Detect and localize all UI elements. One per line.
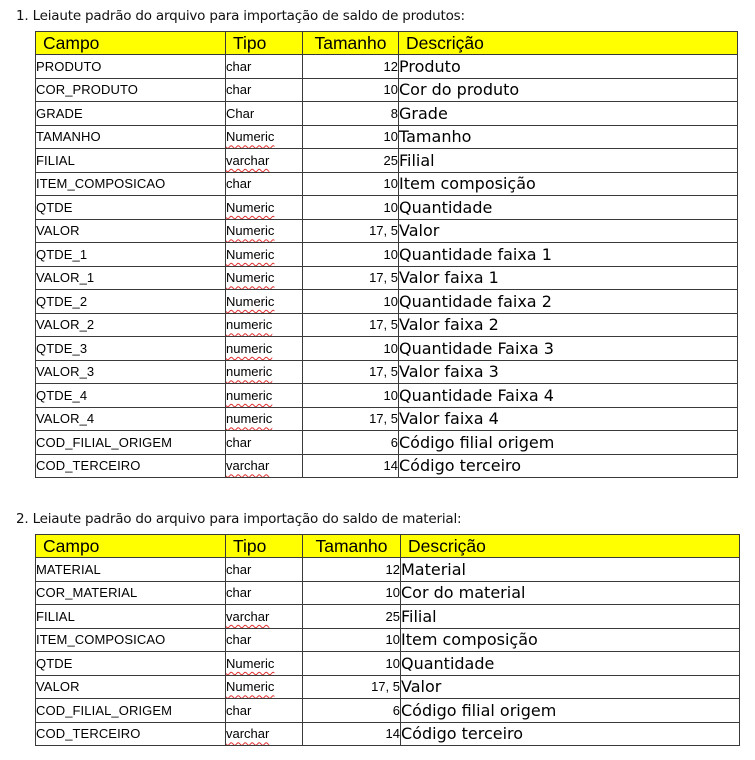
cell-campo: QTDE_4 <box>36 384 226 408</box>
tipo-value: char <box>226 561 252 577</box>
cell-descricao: Item composição <box>401 628 740 652</box>
header-tipo: Tipo <box>226 535 303 558</box>
cell-campo: VALOR_4 <box>36 407 226 431</box>
cell-descricao: Quantidade faixa 2 <box>399 290 738 314</box>
cell-campo: COR_PRODUTO <box>36 78 226 102</box>
cell-campo: COD_FILIAL_ORIGEM <box>36 699 226 723</box>
tipo-value: Numeric <box>226 293 275 309</box>
cell-tamanho: 6 <box>303 699 401 723</box>
cell-campo: TAMANHO <box>36 125 226 149</box>
cell-tamanho: 17, 5 <box>303 675 401 699</box>
cell-campo: ITEM_COMPOSICAO <box>36 172 226 196</box>
cell-descricao: Código filial origem <box>399 431 738 455</box>
cell-descricao: Quantidade Faixa 3 <box>399 337 738 361</box>
cell-descricao: Cor do produto <box>399 78 738 102</box>
cell-campo: VALOR_1 <box>36 266 226 290</box>
table-row <box>36 675 740 699</box>
cell-descricao: Valor faixa 3 <box>399 360 738 384</box>
table-row <box>36 243 738 267</box>
table-row <box>36 149 738 173</box>
table-row <box>36 652 740 676</box>
cell-descricao: Filial <box>401 605 740 629</box>
cell-tipo <box>226 558 303 582</box>
tipo-value: char <box>226 82 252 98</box>
cell-descricao: Valor faixa 1 <box>399 266 738 290</box>
tipo-value: numeric <box>226 387 273 403</box>
cell-tamanho: 10 <box>303 125 399 149</box>
cell-tipo <box>226 313 303 337</box>
cell-tamanho: 25 <box>303 605 401 629</box>
cell-tamanho: 17, 5 <box>303 219 399 243</box>
cell-tipo <box>226 454 303 478</box>
cell-tipo <box>226 196 303 220</box>
cell-campo: GRADE <box>36 102 226 126</box>
table-header-row <box>36 32 738 55</box>
header-descricao: Descrição <box>399 32 738 55</box>
cell-tamanho: 14 <box>303 454 399 478</box>
cell-campo: COD_TERCEIRO <box>36 722 226 746</box>
cell-tamanho: 10 <box>303 78 399 102</box>
cell-tamanho: 10 <box>303 243 399 267</box>
cell-tamanho: 17, 5 <box>303 313 399 337</box>
tipo-value: Numeric <box>226 246 275 262</box>
cell-tipo <box>226 290 303 314</box>
table-row <box>36 454 738 478</box>
tipo-value: varchar <box>226 608 270 624</box>
cell-descricao: Produto <box>399 55 738 79</box>
header-campo: Campo <box>36 535 226 558</box>
cell-tamanho: 17, 5 <box>303 407 399 431</box>
tipo-value: char <box>226 632 252 648</box>
tipo-value: numeric <box>226 411 273 427</box>
cell-campo: VALOR <box>36 675 226 699</box>
cell-campo: FILIAL <box>36 605 226 629</box>
cell-tipo <box>226 605 303 629</box>
header-campo: Campo <box>36 32 226 55</box>
cell-campo: MATERIAL <box>36 558 226 582</box>
cell-campo: QTDE_2 <box>36 290 226 314</box>
table-row <box>36 266 738 290</box>
tipo-value: numeric <box>226 364 273 380</box>
table-row <box>36 172 738 196</box>
table-row <box>36 431 738 455</box>
table-row <box>36 360 738 384</box>
cell-tipo <box>226 360 303 384</box>
table-row <box>36 605 740 629</box>
cell-descricao: Filial <box>399 149 738 173</box>
cell-tipo <box>226 722 303 746</box>
cell-tipo <box>226 125 303 149</box>
table-row <box>36 581 740 605</box>
cell-descricao: Material <box>401 558 740 582</box>
cell-descricao: Valor faixa 4 <box>399 407 738 431</box>
cell-campo: FILIAL <box>36 149 226 173</box>
cell-tipo <box>226 78 303 102</box>
cell-tamanho: 10 <box>303 172 399 196</box>
cell-descricao: Valor <box>399 219 738 243</box>
tipo-value: char <box>226 58 252 74</box>
tipo-value: char <box>226 702 252 718</box>
table-row <box>36 384 738 408</box>
tipo-value: varchar <box>226 458 270 474</box>
cell-campo: VALOR <box>36 219 226 243</box>
tipo-value: Numeric <box>226 270 275 286</box>
table-row <box>36 558 740 582</box>
table-row <box>36 125 738 149</box>
cell-descricao: Cor do material <box>401 581 740 605</box>
tipo-value: char <box>226 585 252 601</box>
cell-campo: COD_FILIAL_ORIGEM <box>36 431 226 455</box>
cell-descricao: Item composição <box>399 172 738 196</box>
tipo-value: Numeric <box>226 223 275 239</box>
table-header-row <box>36 535 740 558</box>
cell-tamanho: 10 <box>303 196 399 220</box>
cell-campo: VALOR_3 <box>36 360 226 384</box>
table-row <box>36 78 738 102</box>
tipo-value: Numeric <box>226 129 275 145</box>
cell-campo: VALOR_2 <box>36 313 226 337</box>
cell-descricao: Código filial origem <box>401 699 740 723</box>
table-row <box>36 219 738 243</box>
header-descricao: Descrição <box>401 535 740 558</box>
header-tamanho: Tamanho <box>303 32 399 55</box>
cell-tipo <box>226 266 303 290</box>
table-row <box>36 290 738 314</box>
tipo-value: numeric <box>226 340 273 356</box>
table-row <box>36 196 738 220</box>
cell-tipo <box>226 699 303 723</box>
header-tamanho: Tamanho <box>303 535 401 558</box>
section-title-produtos: 1. Leiaute padrão do arquivo para importação de saldo de produtos: <box>16 8 465 24</box>
cell-tamanho: 25 <box>303 149 399 173</box>
cell-campo: COD_TERCEIRO <box>36 454 226 478</box>
cell-tipo <box>226 407 303 431</box>
tipo-value: char <box>226 434 252 450</box>
cell-descricao: Quantidade <box>399 196 738 220</box>
cell-tipo <box>226 431 303 455</box>
cell-tamanho: 12 <box>303 558 401 582</box>
tipo-value: char <box>226 176 252 192</box>
cell-tipo <box>226 219 303 243</box>
cell-campo: ITEM_COMPOSICAO <box>36 628 226 652</box>
tipo-value: Numeric <box>226 655 275 671</box>
cell-descricao: Tamanho <box>399 125 738 149</box>
cell-descricao: Código terceiro <box>401 722 740 746</box>
cell-descricao: Valor <box>401 675 740 699</box>
layout-table-material <box>35 534 740 746</box>
table-row <box>36 102 738 126</box>
tipo-value: Char <box>226 105 255 121</box>
cell-tipo <box>226 628 303 652</box>
table-row <box>36 407 738 431</box>
cell-tamanho: 6 <box>303 431 399 455</box>
section-title-material: 2. Leiaute padrão do arquivo para importação do saldo de material: <box>16 511 462 527</box>
cell-tamanho: 8 <box>303 102 399 126</box>
cell-campo: QTDE_3 <box>36 337 226 361</box>
table-row <box>36 313 738 337</box>
cell-tamanho: 10 <box>303 581 401 605</box>
cell-tamanho: 14 <box>303 722 401 746</box>
cell-tamanho: 10 <box>303 384 399 408</box>
cell-tamanho: 10 <box>303 652 401 676</box>
cell-tipo <box>226 675 303 699</box>
cell-descricao: Valor faixa 2 <box>399 313 738 337</box>
cell-campo: PRODUTO <box>36 55 226 79</box>
tipo-value: Numeric <box>226 199 275 215</box>
cell-tipo <box>226 652 303 676</box>
table-row <box>36 628 740 652</box>
cell-tipo <box>226 337 303 361</box>
cell-tipo <box>226 172 303 196</box>
cell-campo: QTDE <box>36 652 226 676</box>
cell-tamanho: 10 <box>303 337 399 361</box>
cell-tipo <box>226 149 303 173</box>
cell-tamanho: 10 <box>303 290 399 314</box>
cell-tamanho: 17, 5 <box>303 266 399 290</box>
cell-tamanho: 10 <box>303 628 401 652</box>
cell-campo: COR_MATERIAL <box>36 581 226 605</box>
cell-tamanho: 17, 5 <box>303 360 399 384</box>
cell-tipo <box>226 384 303 408</box>
table-row <box>36 722 740 746</box>
cell-descricao: Quantidade Faixa 4 <box>399 384 738 408</box>
tipo-value: Numeric <box>226 679 275 695</box>
cell-descricao: Quantidade faixa 1 <box>399 243 738 267</box>
cell-descricao: Grade <box>399 102 738 126</box>
tipo-value: varchar <box>226 152 270 168</box>
cell-campo: QTDE_1 <box>36 243 226 267</box>
cell-campo: QTDE <box>36 196 226 220</box>
table-row <box>36 55 738 79</box>
table-row <box>36 699 740 723</box>
tipo-value: numeric <box>226 317 273 333</box>
cell-descricao: Código terceiro <box>399 454 738 478</box>
layout-table-produtos <box>35 31 738 478</box>
header-tipo: Tipo <box>226 32 303 55</box>
cell-tamanho: 12 <box>303 55 399 79</box>
table-row <box>36 337 738 361</box>
cell-tipo <box>226 243 303 267</box>
cell-tipo <box>226 55 303 79</box>
cell-descricao: Quantidade <box>401 652 740 676</box>
cell-tipo <box>226 102 303 126</box>
tipo-value: varchar <box>226 726 270 742</box>
cell-tipo <box>226 581 303 605</box>
